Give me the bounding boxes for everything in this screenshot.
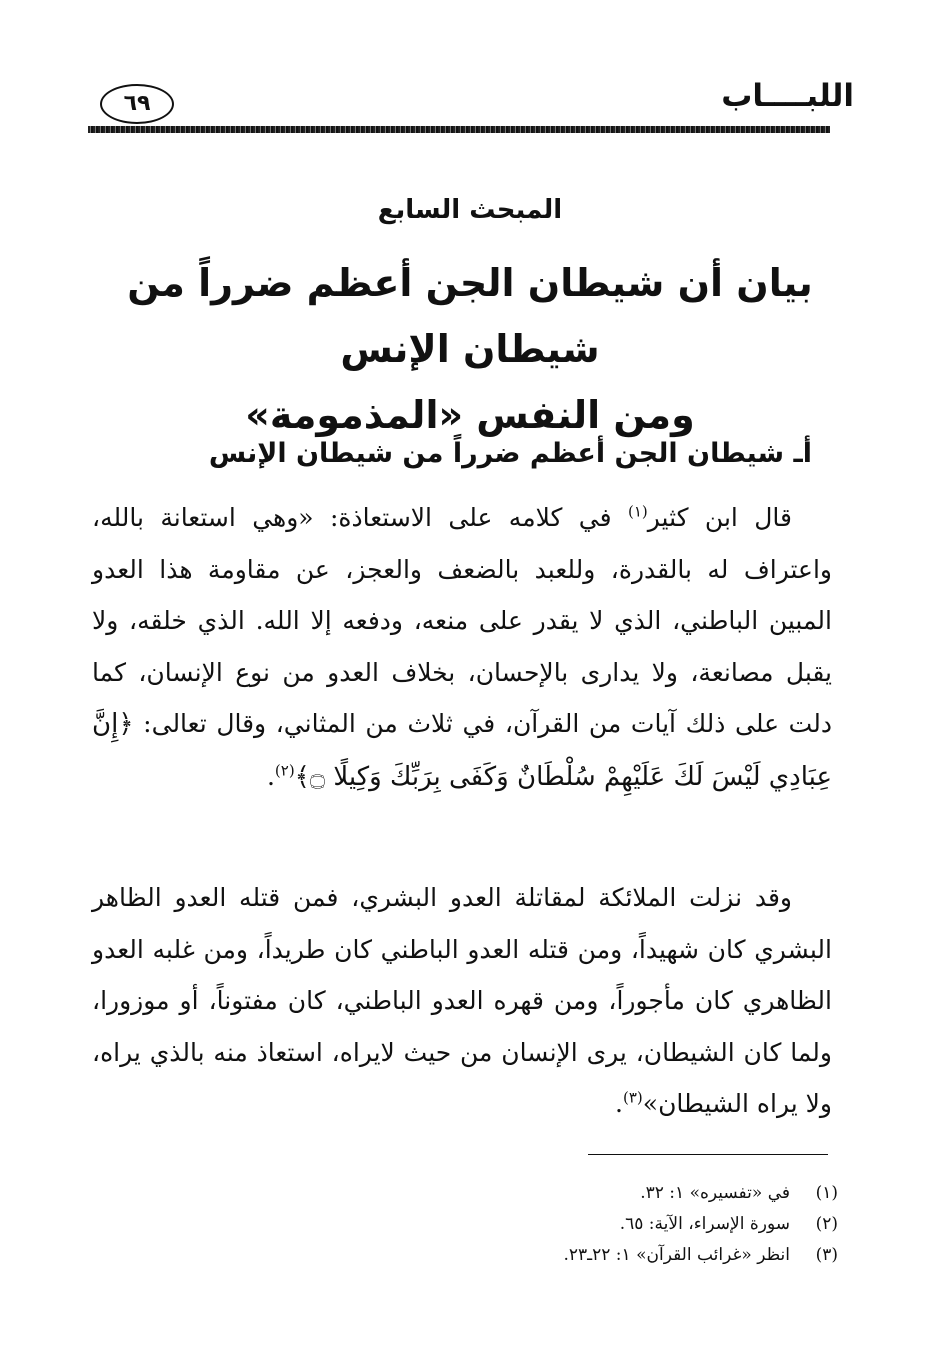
paragraph-2-text: وقد نزلت الملائكة لمقاتلة العدو البشري، فمن قتله العدو الظاهر البشري كان شهيداً، ومن قتله العدو الباطني كان طريداً، ومن غلبه العدو الظاهري كان مأجوراً، ومن قهره العدو الباطني، كان مفتوناً، أو موزورا، ولما كان الشيطان، يرى الإنسان من حيث لايراه، استعاذ منه بالذي يراه، ولا يراه الشيطان»	[92, 883, 832, 1118]
body-paragraph-1	[92, 492, 832, 803]
quran-verse: ﴿إِنَّ عِبَادِي لَيْسَ لَكَ عَلَيْهِمْ سُلْطَانٌ وَكَفَى بِرَبِّكَ وَكِيلًا ۝﴾	[92, 709, 832, 792]
subsection-heading: أـ شيطان الجن أعظم ضرراً من شيطان الإنس	[208, 438, 812, 469]
footnote-item	[138, 1240, 838, 1271]
footnote-text: في «تفسيره» ١: ٣٢.	[640, 1183, 790, 1203]
paragraph-1-end: .	[266, 761, 275, 791]
footnote-ref-3: (٣)	[623, 1088, 643, 1107]
footnote-number: (٣)	[815, 1245, 838, 1265]
footnote-number: (١)	[815, 1183, 838, 1203]
header-divider	[88, 126, 830, 133]
paragraph-1-text: في كلامه على الاستعاذة: «وهي استعانة بالله، واعتراف له بالقدرة، وللعبد بالضعف والعجز، عن مقاومة هذا العدو المبين الباطني، الذي لا يقدر على منعه، ودفعه إلا الله. الذي خلقه، ولا يقبل مصانعة، ولا يدارى بالإحسان، بخلاف العدو من نوع الإنسان، كما دلت على ذلك آيات من القرآن، في ثلاث من المثاني، وقال تعالى:	[92, 503, 832, 738]
footnote-number: (٢)	[815, 1214, 838, 1234]
footnote-item	[138, 1178, 838, 1209]
section-label: المبحث السابع	[377, 195, 563, 225]
footnote-text: انظر «غرائب القرآن» ١: ٢٢ـ٢٣.	[563, 1245, 790, 1265]
page-number-badge: ٦٩	[100, 84, 174, 124]
chapter-title-line-2: ومن النفس «المذمومة»	[245, 393, 695, 437]
chapter-title	[60, 250, 880, 448]
footnote-text: سورة الإسراء، الآية: ٦٥.	[619, 1214, 790, 1234]
chapter-title-line-1: بيان أن شيطان الجن أعظم ضرراً من شيطان الإنس	[127, 261, 813, 371]
running-header-title: اللبــــاب	[721, 78, 854, 114]
paragraph-2-end: .	[615, 1089, 623, 1118]
footnotes	[138, 1178, 838, 1271]
footnote-divider	[588, 1154, 828, 1155]
paragraph-1-opening: قال ابن كثير	[647, 503, 792, 532]
footnote-item	[138, 1209, 838, 1240]
footnote-ref-2: (٢)	[274, 761, 295, 780]
footnote-ref-1: (١)	[627, 502, 648, 521]
body-paragraph-2	[92, 872, 832, 1130]
